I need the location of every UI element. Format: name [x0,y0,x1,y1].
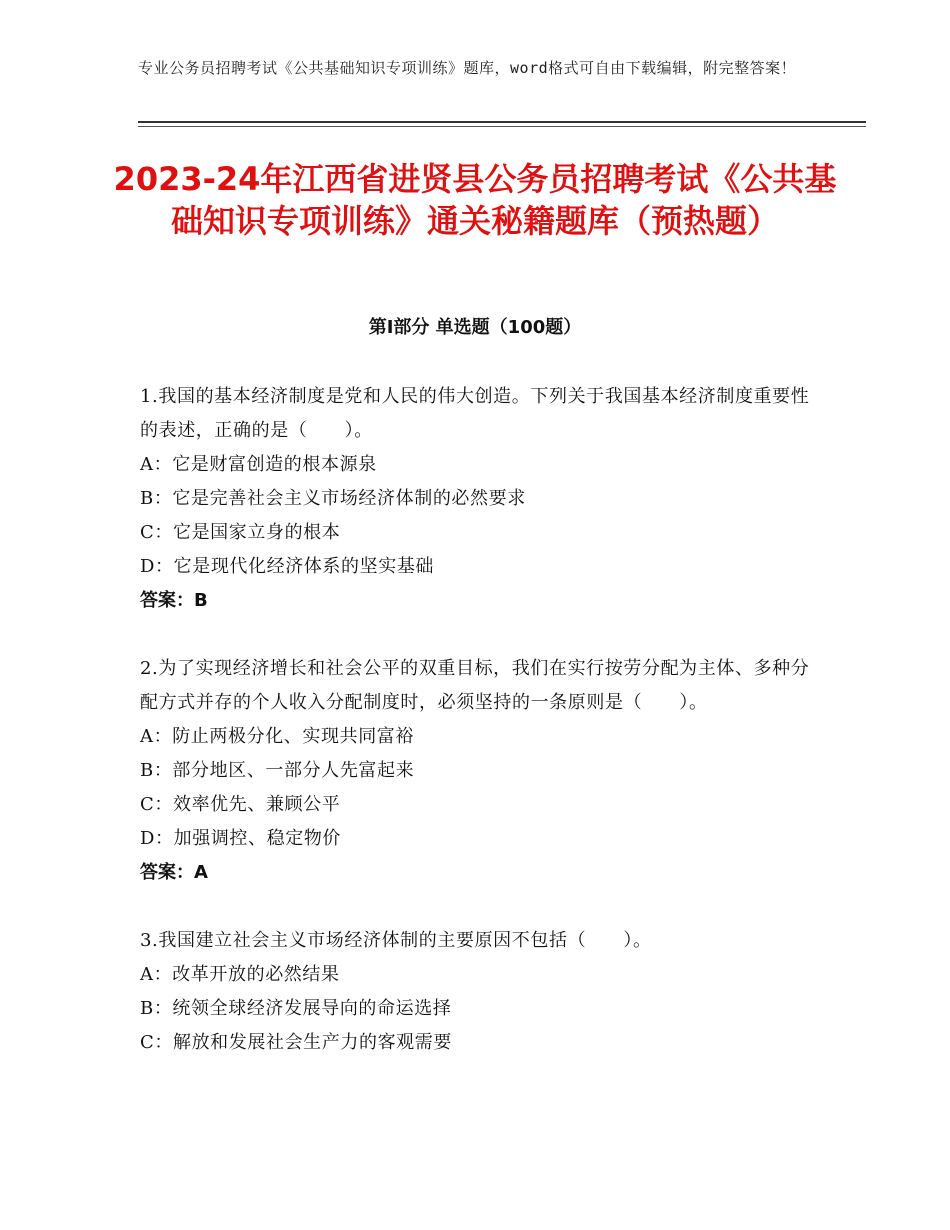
option-a: A：它是财富创造的根本源泉 [140,454,377,475]
option-b: B：部分地区、一部分人先富起来 [140,760,415,781]
question-2 [140,652,820,890]
question-stem: 1.我国的基本经济制度是党和人民的伟大创造。下列关于我国基本经济制度重要性的表述，正确的是（ ）。 [140,386,810,441]
option-c: C：解放和发展社会生产力的客观需要 [140,1032,452,1053]
option-c: C：它是国家立身的根本 [140,522,341,543]
question-3 [140,924,820,1060]
question-stem: 2.为了实现经济增长和社会公平的双重目标，我们在实行按劳分配为主体、多种分配方式并存的个人收入分配制度时，必须坚持的一条原则是（ ）。 [140,658,810,713]
answer: 答案：B [140,590,208,611]
option-a: A：改革开放的必然结果 [140,964,340,985]
option-c: C：效率优先、兼顾公平 [140,794,341,815]
option-b: B：它是完善社会主义市场经济体制的必然要求 [140,488,526,509]
document-title: 2023-24年江西省进贤县公务员招聘考试《公共基础知识专项训练》通关秘籍题库（预热题） [113,160,837,240]
question-stem: 3.我国建立社会主义市场经济体制的主要原因不包括（ ）。 [140,930,652,951]
section-title: 第Ⅰ部分 单选题（100题） [368,317,582,338]
option-d: D：加强调控、稳定物价 [140,828,342,849]
header-divider-thick [138,121,866,123]
option-b: B：统领全球经济发展导向的命运选择 [140,998,452,1019]
option-a: A：防止两极分化、实现共同富裕 [140,726,414,747]
question-list [140,380,820,1094]
answer: 答案：A [140,862,208,883]
header-note: 专业公务员招聘考试《公共基础知识专项训练》题库，word格式可自由下载编辑，附完整答案！ [138,59,797,77]
header-divider-thin [138,126,866,127]
question-1 [140,380,820,618]
option-d: D：它是现代化经济体系的坚实基础 [140,556,435,577]
